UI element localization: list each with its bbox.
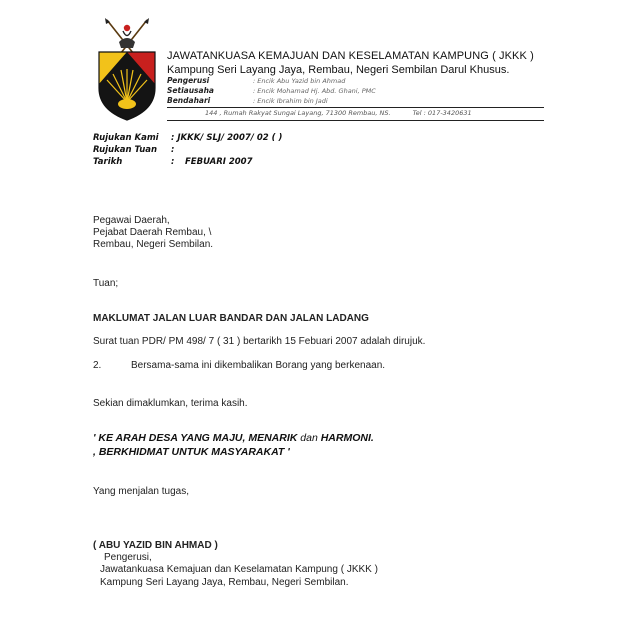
paragraph-2-number: 2. xyxy=(93,360,102,371)
org-location: Kampung Seri Layang Jaya, Rembau, Negeri Sembilan Darul Khusus. xyxy=(167,64,510,76)
letter-date xyxy=(93,157,253,167)
recipient-line-3: Rembau, Negeri Sembilan. xyxy=(93,239,214,250)
officer-role: Bendahari xyxy=(167,96,211,105)
signatory-title: Pengerusi, xyxy=(104,552,152,563)
your-reference xyxy=(93,145,174,155)
our-reference xyxy=(93,133,282,143)
motto-line-2: , BERKHIDMAT UNTUK MASYARAKAT ' xyxy=(93,446,290,458)
recipient-line-1: Pegawai Daerah, xyxy=(93,215,170,226)
our-ref-label: Rujukan Kami xyxy=(93,133,159,143)
address-text: 144 , Rumah Rakyat Sungai Layang, 71300 Rembau, NS. xyxy=(205,109,391,117)
motto-part-a: ' KE ARAH DESA YANG MAJU, MENARIK xyxy=(93,432,301,444)
officer-name: : Encik Ibrahim bin Jadi xyxy=(253,97,328,105)
signoff: Yang menjalan tugas, xyxy=(93,486,189,497)
officer-role: Pengerusi xyxy=(167,76,210,85)
motto-part-c: HARMONI. xyxy=(317,432,374,444)
officer-name: : Encik Abu Yazid bin Ahmad xyxy=(253,77,346,85)
date-value: FEBUARI 2007 xyxy=(185,157,253,167)
letterhead-divider-top xyxy=(167,107,544,108)
signatory-name: ( ABU YAZID BIN AHMAD ) xyxy=(93,540,218,551)
signatory-place: Kampung Seri Layang Jaya, Rembau, Negeri Sembilan. xyxy=(100,577,349,588)
letterhead-divider-bottom xyxy=(167,120,544,121)
subject-heading: MAKLUMAT JALAN LUAR BANDAR DAN JALAN LADANG xyxy=(93,313,369,324)
paragraph-2: Bersama-sama ini dikembalikan Borang yang berkenaan. xyxy=(131,360,386,371)
date-label: Tarikh xyxy=(93,157,123,167)
motto-part-b: dan xyxy=(300,432,318,444)
officer-treasurer xyxy=(167,96,328,105)
signatory-organization: Jawatankuasa Kemajuan dan Keselamatan Kampung ( JKKK ) xyxy=(100,564,378,575)
phone-text: Tel : 017-3420631 xyxy=(412,109,472,117)
your-ref-label: Rujukan Tuan xyxy=(93,145,158,155)
closing-remark: Sekian dimaklumkan, terima kasih. xyxy=(93,398,248,409)
officer-chairman xyxy=(167,76,345,85)
officer-secretary xyxy=(167,86,376,95)
paragraph-1: Surat tuan PDR/ PM 498/ 7 ( 31 ) bertarikh 15 Febuari 2007 adalah dirujuk. xyxy=(93,336,426,347)
recipient-line-2: Pejabat Daerah Rembau, \ xyxy=(93,227,212,238)
officer-name: : Encik Mohamad Hj. Abd. Ghani, PMC xyxy=(253,87,376,95)
officer-role: Setiausaha xyxy=(167,86,214,95)
salutation: Tuan; xyxy=(93,278,119,289)
your-ref-value: : xyxy=(171,145,175,155)
org-name: JAWATANKUASA KEMAJUAN DAN KESELAMATAN KAMPUNG ( JKKK ) xyxy=(167,50,534,62)
our-ref-value: : JKKK/ SLJ/ 2007/ 02 ( ) xyxy=(171,133,283,143)
motto-line-1 xyxy=(93,432,374,444)
negeri-sembilan-crest-icon xyxy=(93,18,161,123)
date-colon: : xyxy=(171,157,175,167)
letterhead-address-line xyxy=(205,109,472,117)
